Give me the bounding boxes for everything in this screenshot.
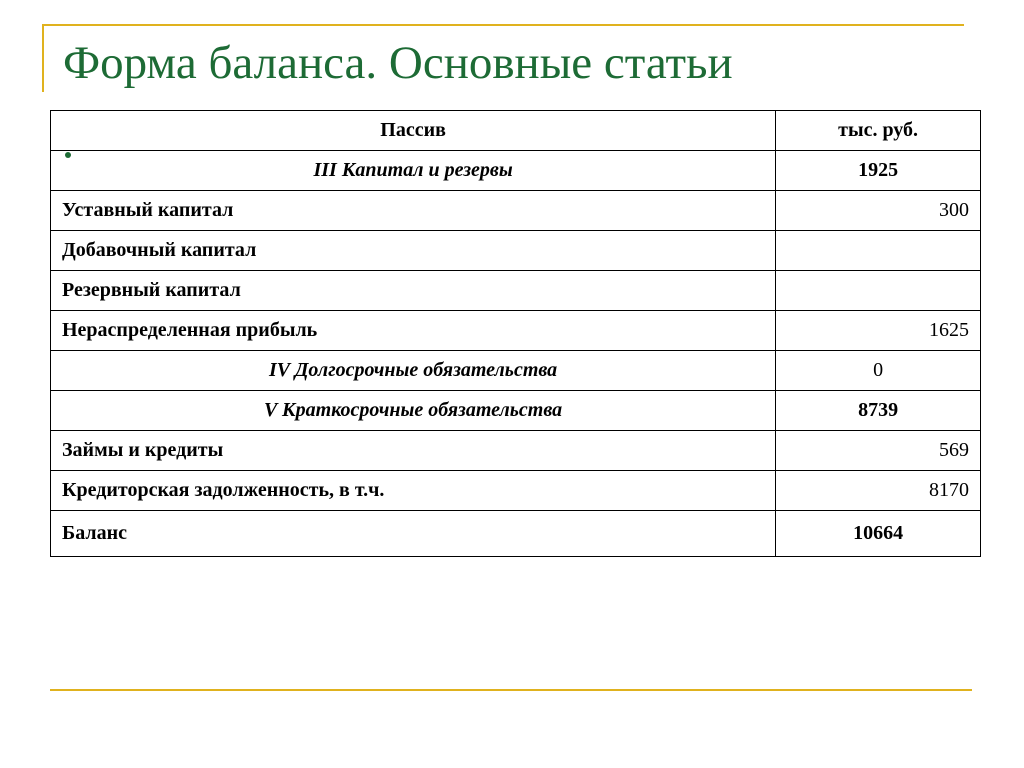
table-row	[51, 351, 981, 391]
row-name-long-term-liabilities: IV Долгосрочные обязательства	[51, 351, 776, 391]
table-row	[51, 511, 981, 557]
row-value-short-term-liabilities: 8739	[776, 391, 981, 431]
row-name-reserve-capital: Резервный капитал	[51, 271, 776, 311]
row-name-capital-reserves: III Капитал и резервы	[51, 151, 776, 191]
table-row	[51, 191, 981, 231]
header-units: тыс. руб.	[776, 111, 981, 151]
table-row	[51, 231, 981, 271]
row-value-retained-earnings: 1625	[776, 311, 981, 351]
top-accent-line	[42, 24, 964, 26]
row-name-loans-credits: Займы и кредиты	[51, 431, 776, 471]
row-name-authorized-capital: Уставный капитал	[51, 191, 776, 231]
left-accent-line	[42, 24, 44, 92]
row-name-additional-capital: Добавочный капитал	[51, 231, 776, 271]
slide-title: Форма баланса. Основные статьи	[63, 37, 733, 89]
bottom-accent-line	[50, 689, 972, 691]
table-row	[51, 391, 981, 431]
table-row	[51, 311, 981, 351]
row-value-reserve-capital	[776, 271, 981, 311]
header-liabilities: Пассив	[51, 111, 776, 151]
row-name-short-term-liabilities: V Краткосрочные обязательства	[51, 391, 776, 431]
row-value-loans-credits: 569	[776, 431, 981, 471]
row-value-additional-capital	[776, 231, 981, 271]
row-name-balance-total: Баланс	[51, 511, 776, 557]
row-name-accounts-payable: Кредиторская задолженность, в т.ч.	[51, 471, 776, 511]
row-value-long-term-liabilities: 0	[776, 351, 981, 391]
row-name-retained-earnings: Нераспределенная прибыль	[51, 311, 776, 351]
row-value-accounts-payable: 8170	[776, 471, 981, 511]
table-header-row	[51, 111, 981, 151]
row-value-capital-reserves: 1925	[776, 151, 981, 191]
table-row	[51, 471, 981, 511]
table-row	[51, 151, 981, 191]
table-row	[51, 271, 981, 311]
table-row	[51, 431, 981, 471]
row-value-balance-total: 10664	[776, 511, 981, 557]
balance-table	[50, 110, 981, 557]
row-value-authorized-capital: 300	[776, 191, 981, 231]
